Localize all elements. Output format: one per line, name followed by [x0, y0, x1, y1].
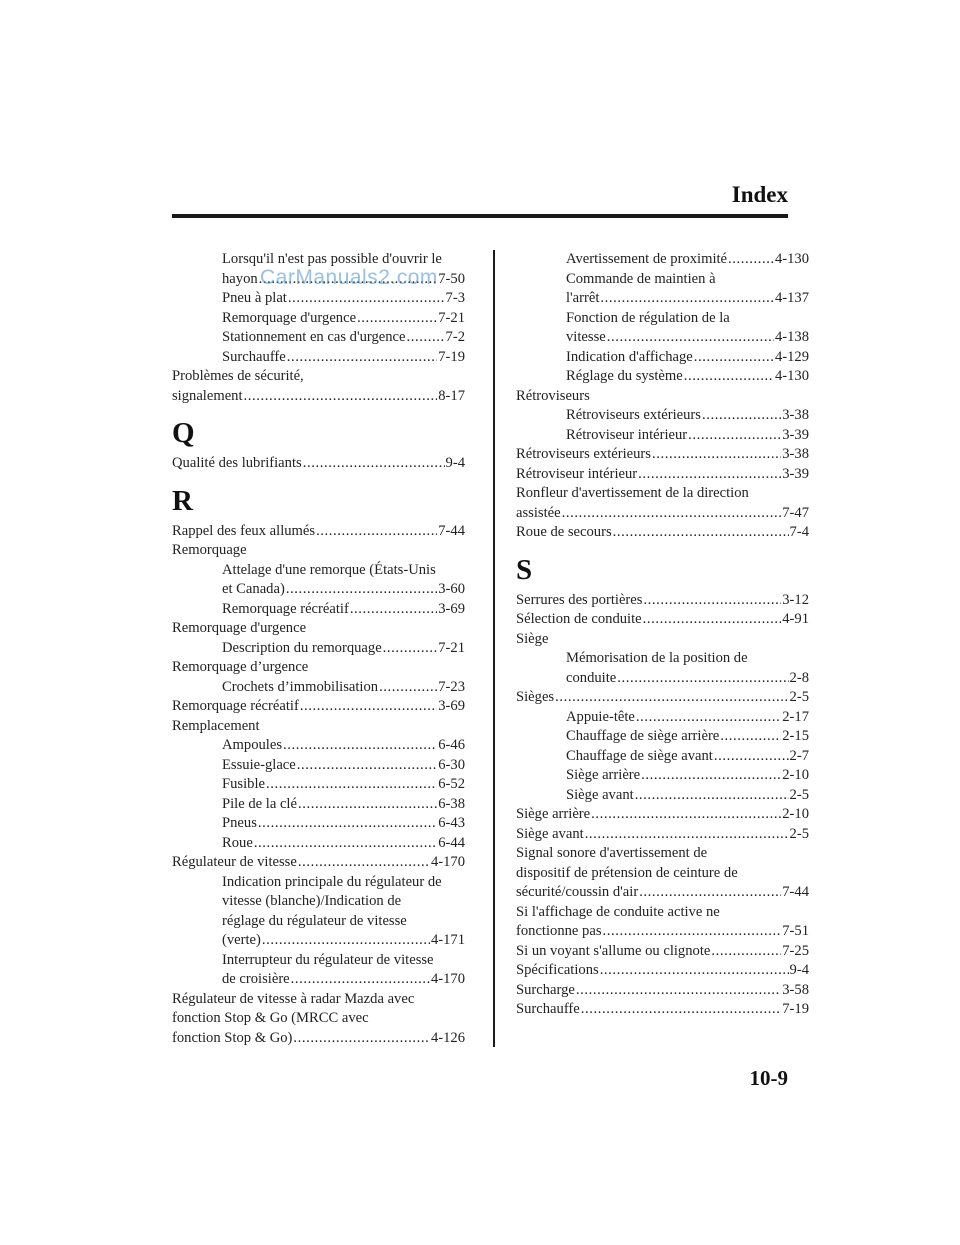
index-page-ref: 7-21 — [438, 639, 465, 656]
dot-leader — [316, 522, 437, 542]
index-entry — [516, 981, 809, 1001]
index-entry-text — [172, 717, 465, 737]
index-entry-label: Rétroviseurs extérieurs — [566, 407, 701, 423]
index-entry-label: Pneus — [222, 815, 257, 831]
index-entry — [516, 883, 809, 903]
index-entry-label: Sélection de conduite — [516, 611, 642, 627]
index-entry-label: assistée — [516, 504, 561, 521]
index-page-ref: 2-8 — [789, 669, 809, 686]
dot-leader — [613, 523, 789, 543]
dot-leader — [300, 697, 437, 717]
index-subentry — [172, 580, 465, 600]
dot-leader — [258, 814, 437, 834]
index-subentry — [172, 328, 465, 348]
index-subentry — [516, 289, 809, 309]
index-entry-label: Chauffage de siège arrière — [566, 728, 720, 744]
index-subentry — [516, 669, 809, 689]
index-page-ref: 6-44 — [438, 834, 465, 851]
index-subentry — [516, 328, 809, 348]
index-entry-label: vitesse — [566, 329, 606, 345]
index-entry-label: Ronfleur d'avertissement de la direction — [516, 485, 749, 501]
index-entry-label: Remorquage — [172, 542, 247, 558]
index-page-ref: 4-130 — [774, 251, 809, 267]
dot-leader — [600, 289, 774, 309]
index-entry-label: Siège avant — [516, 825, 584, 842]
index-entry-label: Chauffage de siège avant — [566, 747, 713, 764]
index-page-ref: 9-4 — [789, 962, 809, 978]
column-divider — [493, 250, 495, 1047]
index-entry-label: Fonction de régulation de la — [566, 309, 730, 326]
dot-leader — [379, 678, 437, 698]
index-entry-label: Spécifications — [516, 962, 599, 978]
page-number: 10-9 — [749, 1066, 788, 1090]
index-entry-label: Siège arrière — [516, 806, 591, 822]
index-entry-label: Si un voyant s'allume ou clignote — [516, 942, 711, 959]
index-entry-label: de croisière — [222, 971, 290, 987]
index-subentry — [516, 747, 809, 767]
index-entry-label: Appuie-tête — [566, 708, 635, 725]
dot-leader — [576, 981, 781, 1001]
index-page-ref: 6-43 — [438, 815, 465, 831]
index-entry-label: et Canada) — [222, 581, 285, 597]
dot-leader — [293, 1029, 430, 1049]
index-subentry — [172, 309, 465, 329]
index-entry — [516, 961, 809, 981]
index-page-ref: 2-17 — [782, 708, 809, 725]
index-entry-label: dispositif de prétension de ceinture de — [516, 864, 738, 881]
dot-leader — [714, 747, 789, 767]
dot-leader — [357, 309, 437, 329]
dot-leader — [262, 931, 430, 951]
index-page-ref: 6-52 — [438, 776, 465, 792]
index-entry-label: fonction Stop & Go) — [172, 1029, 293, 1046]
dot-leader — [283, 736, 437, 756]
index-entry — [172, 853, 465, 873]
index-entry-text — [172, 619, 465, 639]
dot-leader — [303, 454, 445, 474]
index-entry — [516, 825, 809, 845]
dot-leader — [298, 795, 437, 815]
index-entry-label: Indication d'affichage — [566, 348, 693, 365]
index-entry-label: réglage du régulateur de vitesse — [222, 912, 407, 929]
index-entry — [516, 922, 809, 942]
dot-leader — [244, 387, 438, 407]
index-entry-text — [516, 864, 809, 884]
index-entry-text — [172, 658, 465, 678]
dot-leader — [711, 942, 781, 962]
dot-leader — [639, 883, 781, 903]
index-entry-label: Surchauffe — [516, 1001, 580, 1017]
index-subentry — [516, 367, 809, 387]
dot-leader — [728, 250, 774, 270]
page-header-title: Index — [731, 182, 788, 207]
index-entry-label: (verte) — [222, 932, 261, 948]
index-page-ref: 2-7 — [789, 747, 809, 764]
index-entry-label: Régulateur de vitesse — [172, 854, 297, 870]
dot-leader — [287, 348, 437, 368]
index-subentry — [516, 708, 809, 728]
index-page-ref: 4-130 — [774, 368, 809, 384]
index-subentry-text — [516, 270, 809, 290]
index-entry-label: Essuie-glace — [222, 756, 296, 773]
index-entry-label: Crochets d’immobilisation — [222, 678, 379, 695]
index-page-ref: 7-51 — [782, 923, 809, 939]
index-subentry — [516, 766, 809, 786]
index-entry — [516, 1000, 809, 1020]
index-page-ref: 4-138 — [774, 329, 809, 345]
index-entry — [516, 591, 809, 611]
index-entry-label: Siège avant — [566, 786, 634, 803]
index-subentry-text — [172, 951, 465, 971]
index-entry-label: sécurité/coussin d'air — [516, 884, 639, 900]
index-page-ref: 7-44 — [782, 884, 809, 900]
index-entry — [172, 697, 465, 717]
index-column-right — [516, 250, 809, 1020]
index-page-ref: 3-38 — [782, 446, 809, 462]
index-page-ref: 4-129 — [774, 348, 809, 365]
index-entry-text — [172, 990, 465, 1010]
index-entry-label: Surcharge — [516, 981, 575, 998]
dot-leader — [607, 328, 774, 348]
index-page-ref: 2-5 — [789, 689, 809, 705]
index-entry-label: Pneu à plat — [222, 290, 287, 306]
index-page-ref: 2-10 — [782, 767, 809, 783]
index-entry-label: Mémorisation de la position de — [566, 650, 748, 666]
index-page-ref: 8-17 — [438, 387, 465, 404]
index-entry-label: conduite — [566, 669, 617, 686]
dot-leader — [266, 775, 437, 795]
index-entry-label: Interrupteur du régulateur de vitesse — [222, 951, 434, 968]
index-subentry — [516, 348, 809, 368]
index-page-ref: 4-170 — [430, 971, 465, 987]
index-section-letter: S — [516, 553, 533, 586]
index-subentry — [172, 931, 465, 951]
index-subentry — [172, 600, 465, 620]
index-page-ref: 7-19 — [782, 1001, 809, 1017]
index-page-ref: 2-15 — [782, 728, 809, 744]
index-subentry-text — [172, 561, 465, 581]
index-page-ref: 4-137 — [774, 290, 809, 306]
index-entry-text — [516, 484, 809, 504]
index-subentry — [516, 727, 809, 747]
index-page-ref: 7-4 — [789, 524, 809, 540]
index-entry-label: Rétroviseurs — [516, 387, 590, 404]
index-entry-label: Surchauffe — [222, 348, 286, 365]
index-page-ref: 7-21 — [438, 309, 465, 326]
index-entry-label: vitesse (blanche)/Indication de — [222, 893, 402, 909]
index-entry-label: Si l'affichage de conduite active ne — [516, 903, 720, 920]
index-entry — [516, 465, 809, 485]
index-entry-label: Attelage d'une remorque (États-Unis — [222, 561, 436, 578]
dot-leader — [600, 961, 789, 981]
dot-leader — [643, 591, 781, 611]
index-entry-label: Serrures des portières — [516, 591, 643, 608]
index-entry-label: Description du remorquage — [222, 639, 382, 656]
index-page-ref: 2-5 — [789, 786, 809, 803]
index-subentry — [172, 814, 465, 834]
dot-leader — [288, 289, 445, 309]
index-section-letter: Q — [172, 417, 195, 449]
index-page-ref: 7-3 — [445, 290, 465, 306]
index-entry-label: Avertissement de proximité — [566, 251, 728, 267]
index-section-letter: R — [172, 484, 193, 517]
index-page-ref: 2-5 — [789, 825, 809, 842]
index-page-ref: 3-39 — [782, 465, 809, 482]
index-page-ref: 7-47 — [782, 504, 809, 521]
index-page-ref: 7-44 — [438, 522, 465, 539]
dot-leader — [702, 406, 781, 426]
index-page-ref: 4-171 — [430, 932, 465, 948]
dot-leader — [562, 504, 782, 524]
index-entry-text — [516, 630, 809, 650]
index-entry — [516, 688, 809, 708]
index-entry-label: Remorquage d’urgence — [172, 659, 309, 675]
index-page-ref: 3-69 — [438, 600, 465, 617]
index-entry-text — [516, 844, 809, 864]
index-page-ref: 9-4 — [445, 455, 465, 471]
index-entry — [516, 805, 809, 825]
index-entry-label: Indication principale du régulateur de — [222, 873, 442, 890]
index-entry-text — [516, 903, 809, 923]
index-subentry-text — [172, 912, 465, 932]
index-entry-label: Siège arrière — [566, 767, 641, 783]
index-subentry — [516, 786, 809, 806]
index-entry — [172, 522, 465, 542]
dot-leader — [694, 348, 774, 368]
index-entry-label: signalement — [172, 387, 243, 404]
index-subentry — [172, 970, 465, 990]
index-entry-label: Remorquage d'urgence — [172, 620, 307, 636]
index-subentry-text — [516, 309, 809, 329]
index-page-ref: 7-2 — [445, 329, 465, 345]
dot-leader — [585, 825, 789, 845]
index-page-ref: 6-30 — [438, 756, 465, 773]
index-page-ref: 3-38 — [782, 407, 809, 423]
index-subentry — [516, 426, 809, 446]
dot-leader — [603, 922, 782, 942]
index-entry-label: Roue de secours — [516, 524, 612, 540]
index-entry-text — [172, 1009, 465, 1029]
index-entry — [172, 387, 465, 407]
index-entry-text — [516, 387, 809, 407]
index-page-ref: 4-170 — [430, 854, 465, 870]
index-entry-label: Remorquage récréatif — [222, 600, 349, 617]
index-entry — [516, 523, 809, 543]
index-page-ref: 7-50 — [438, 270, 465, 287]
index-entry-label: Remplacement — [172, 717, 260, 734]
dot-leader — [641, 766, 781, 786]
index-entry — [516, 445, 809, 465]
index-entry-label: Régulateur de vitesse à radar Mazda avec — [172, 990, 415, 1007]
header-rule — [172, 214, 788, 218]
index-entry — [172, 454, 465, 474]
index-subentry — [172, 736, 465, 756]
index-subentry — [172, 775, 465, 795]
index-entry-label: Commande de maintien à — [566, 270, 716, 287]
index-page-ref: 4-91 — [782, 611, 809, 627]
dot-leader — [297, 756, 437, 776]
index-page-ref: 3-60 — [438, 581, 465, 597]
index-subentry — [516, 250, 809, 270]
dot-leader — [617, 669, 788, 689]
index-page-ref: 4-126 — [430, 1029, 465, 1046]
index-page-ref: 6-38 — [438, 795, 465, 812]
index-entry-label: Lorsqu'il n'est pas possible d'ouvrir le — [222, 251, 442, 267]
index-entry-label: Sièges — [516, 689, 555, 705]
index-entry-text — [172, 541, 465, 561]
dot-leader — [286, 580, 437, 600]
index-subentry — [172, 639, 465, 659]
index-entry-label: l'arrêt — [566, 290, 600, 306]
index-entry-text — [172, 367, 465, 387]
index-subentry — [172, 348, 465, 368]
index-entry-label: Réglage du système — [566, 368, 683, 384]
index-subentry — [172, 834, 465, 854]
index-page-ref: 6-46 — [438, 737, 465, 753]
index-subentry — [516, 406, 809, 426]
dot-leader — [591, 805, 781, 825]
watermark: CarManuals2.com — [260, 266, 438, 289]
dot-leader — [643, 610, 782, 630]
index-entry-label: Problèmes de sécurité, — [172, 368, 304, 384]
index-entry-label: fonctionne pas — [516, 923, 602, 939]
index-entry-label: fonction Stop & Go (MRCC avec — [172, 1010, 369, 1026]
dot-leader — [383, 639, 438, 659]
index-entry — [516, 942, 809, 962]
dot-leader — [291, 970, 430, 990]
dot-leader — [638, 465, 781, 485]
index-subentry-text — [172, 873, 465, 893]
index-entry — [516, 504, 809, 524]
index-page-ref: 3-39 — [782, 426, 809, 443]
index-entry-label: Stationnement en cas d'urgence — [222, 329, 406, 345]
dot-leader — [407, 328, 445, 348]
index-entry-label: Rétroviseur intérieur — [516, 465, 638, 482]
index-page-ref: 7-25 — [782, 942, 809, 959]
dot-leader — [298, 853, 430, 873]
index-entry-label: Roue — [222, 834, 253, 851]
index-page-ref: 3-12 — [782, 591, 809, 608]
index-entry-label: Siège — [516, 630, 549, 647]
index-entry-label: Signal sonore d'avertissement de — [516, 845, 708, 861]
index-page-ref: 3-69 — [438, 698, 465, 714]
index-entry — [516, 610, 809, 630]
index-entry-label: Remorquage récréatif — [172, 698, 299, 714]
index-page-ref: 7-23 — [438, 678, 465, 695]
index-entry-label: Qualité des lubrifiants — [172, 455, 302, 471]
dot-leader — [350, 600, 437, 620]
dot-leader — [581, 1000, 781, 1020]
dot-leader — [684, 367, 774, 387]
index-page-ref: 3-58 — [782, 981, 809, 998]
dot-leader — [254, 834, 437, 854]
index-entry-label: Fusible — [222, 776, 265, 792]
index-page-ref: 2-10 — [782, 806, 809, 822]
index-entry-label: Remorquage d'urgence — [222, 309, 357, 326]
index-entry-label: Rétroviseurs extérieurs — [516, 446, 651, 462]
dot-leader — [720, 727, 781, 747]
dot-leader — [688, 426, 781, 446]
index-entry-label: Rappel des feux allumés — [172, 522, 316, 539]
index-entry-label: Ampoules — [222, 737, 282, 753]
index-subentry — [172, 678, 465, 698]
index-page-ref: 7-19 — [438, 348, 465, 365]
index-subentry-text — [516, 649, 809, 669]
index-entry-label: hayon — [222, 270, 258, 287]
index-subentry — [172, 756, 465, 776]
index-entry-label: Pile de la clé — [222, 795, 297, 812]
dot-leader — [636, 708, 781, 728]
index-subentry — [172, 795, 465, 815]
index-column-left — [172, 250, 465, 1048]
index-subentry — [172, 289, 465, 309]
index-entry-label: Rétroviseur intérieur — [566, 426, 688, 443]
dot-leader — [652, 445, 781, 465]
dot-leader — [635, 786, 789, 806]
index-subentry-text — [172, 892, 465, 912]
dot-leader — [555, 688, 788, 708]
index-entry — [172, 1029, 465, 1049]
